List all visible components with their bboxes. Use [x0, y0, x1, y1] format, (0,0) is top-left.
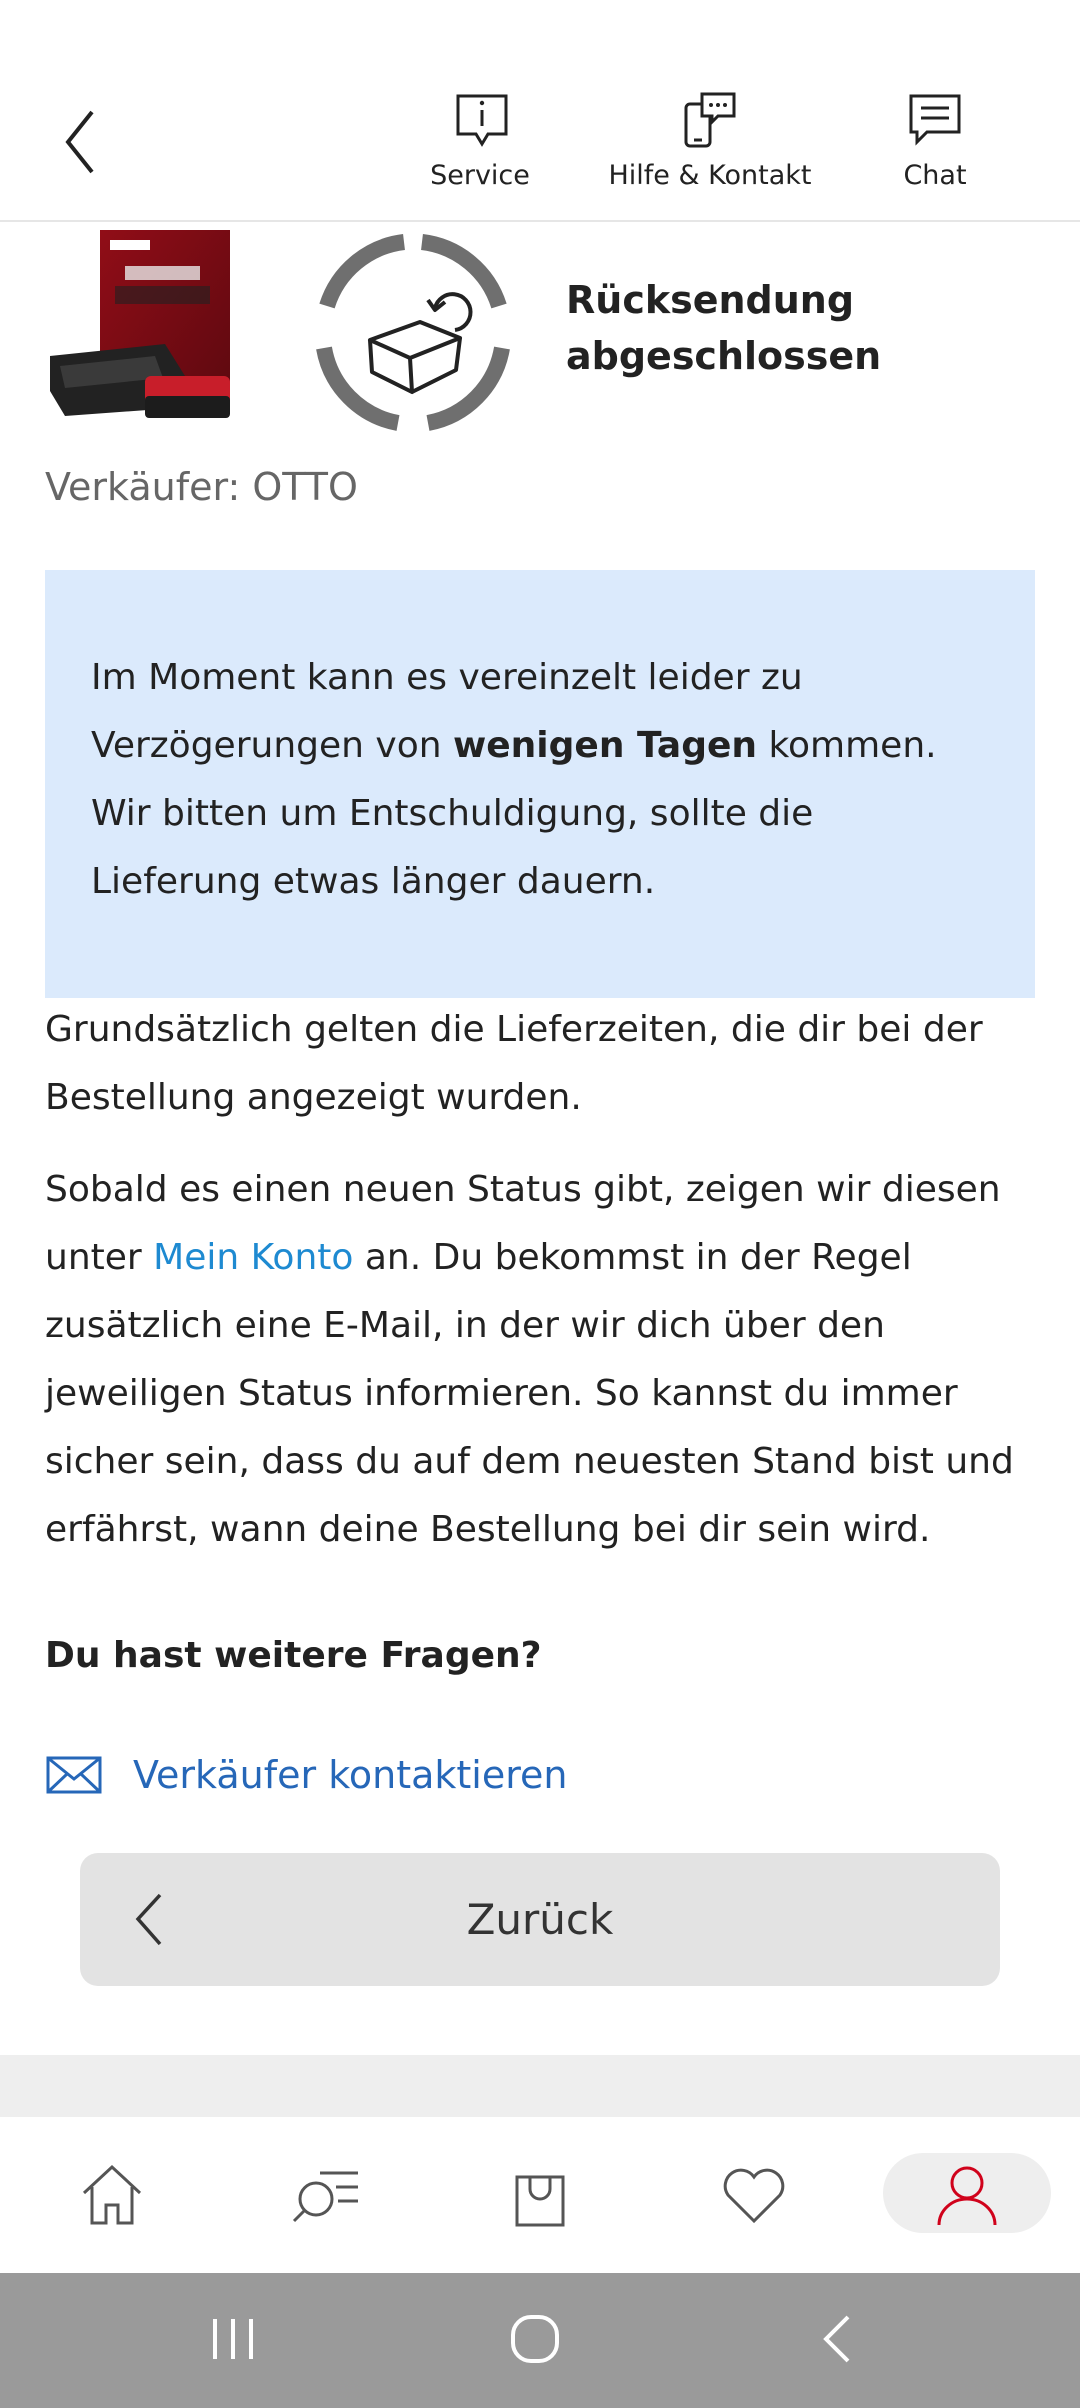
top-bar: [0, 0, 1080, 222]
recent-apps-icon[interactable]: [203, 2309, 263, 2369]
delivery-delay-notice: [45, 570, 1035, 998]
contact-seller-label[interactable]: Verkäufer kontaktieren: [133, 1753, 568, 1797]
status-info-paragraph: [45, 1156, 1045, 1564]
system-back-icon[interactable]: [808, 2309, 868, 2369]
bag-icon[interactable]: [500, 2155, 580, 2235]
home-icon[interactable]: [72, 2155, 152, 2235]
contact-seller-link[interactable]: [45, 1745, 567, 1805]
back-button[interactable]: [80, 1853, 1000, 1986]
status-info-after-link: an. Du bekommst in der Regel zusätzlich eine E-Mail, in der wir dich über den jeweiligen Status informieren. So kannst du immer sicher sein, dass du auf dem neuesten Stand bist und erfährst, wann deine Bestellung bei dir sein wird.: [45, 1237, 1014, 1550]
service-icon[interactable]: [452, 90, 512, 150]
help-contact-icon[interactable]: [678, 90, 738, 150]
notice-text-part1: Im Moment kann es vereinzelt leider zu Verzögerungen von: [91, 657, 803, 766]
home-button-icon[interactable]: [505, 2309, 565, 2369]
delivery-times-paragraph: Grundsätzlich gelten die Lieferzeiten, die dir bei der Bestellung angezeigt wurden.: [45, 1009, 983, 1118]
questions-heading: Du hast weitere Fragen?: [45, 1635, 542, 1676]
product-image[interactable]: [45, 226, 240, 426]
help-contact-label[interactable]: Hilfe & Kontakt: [608, 160, 812, 191]
back-icon[interactable]: [50, 100, 110, 180]
notice-text-bold: wenigen Tagen: [453, 725, 758, 766]
account-icon[interactable]: [927, 2155, 1007, 2235]
bottom-navigation: [0, 2117, 1080, 2273]
chat-icon[interactable]: [905, 90, 965, 150]
heart-icon[interactable]: [714, 2155, 794, 2235]
status-info-before-link: Sobald es einen neuen Status gibt, zeigen wir diesen unter: [45, 1169, 1001, 1278]
chat-label[interactable]: Chat: [903, 160, 967, 191]
seller-label: Verkäufer: OTTO: [45, 465, 358, 509]
system-navigation-bar: [0, 2273, 1080, 2408]
search-list-icon[interactable]: [286, 2155, 366, 2235]
service-label[interactable]: Service: [430, 160, 530, 191]
notice-text-part2: kommen. Wir bitten um Entschuldigung, sollte die Lieferung etwas länger dauern.: [91, 725, 937, 902]
divider-band: [0, 2055, 1080, 2117]
mail-icon: [45, 1755, 103, 1795]
status-title: Rücksendung abgeschlossen: [566, 278, 882, 378]
back-button-label: Zurück: [466, 1895, 614, 1944]
return-box-icon: [310, 230, 515, 435]
mein-konto-link[interactable]: Mein Konto: [153, 1237, 354, 1278]
